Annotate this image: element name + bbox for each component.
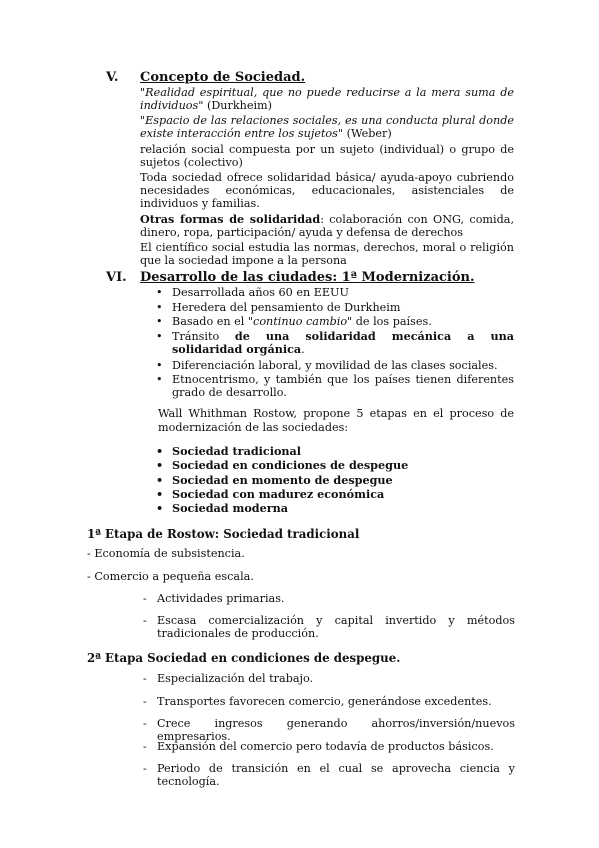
bullet-icon: • [156,301,163,314]
text-fragment: Basado en el [172,315,248,328]
dash-icon: - [143,762,147,775]
stage-text: Sociedad moderna [172,501,289,515]
stage-1-heading: 1ª Etapa de Rostow: Sociedad tradicional [87,527,360,541]
bullet-text: Heredera del pensamiento de Durkheim [172,301,401,314]
text-fragment: Tránsito [172,330,235,343]
quote-weber [140,115,514,141]
paragraph-otras-formas [140,213,514,240]
sub-text: Periodo de transición en el cual se aprovecha ciencia y tecnología. [157,762,515,788]
section-number: VI. [106,270,127,285]
dash-icon: - [143,672,147,685]
bullet-text [172,330,514,356]
bullet-icon: • [156,330,163,343]
sub-text: Expansión del comercio pero todavía de productos básicos. [157,740,494,753]
quote-text: "Realidad espiritual, que no puede reducirse a la mera suma de individuos" [140,86,514,112]
stage-text: Sociedad con madurez económica [172,487,385,501]
sub-text: Escasa comercialización y capital invertido y métodos tradicionales de producción. [157,614,515,640]
paragraph-solidaridad: Toda sociedad ofrece solidaridad básica/ ayuda-apoyo cubriendo necesidades económicas, educacionales, asistenciales de individuos y familias. [140,171,514,210]
sub-text: Crece ingresos generando ahorros/inversión/nuevos empresarios. [157,717,515,743]
bullet-text [172,315,514,328]
text-fragment: . [301,343,305,356]
bold-term: de una solidaridad mecánica a una solidaridad orgánica [172,329,514,356]
bullet-icon: • [156,458,164,472]
dash-icon: - [143,740,147,753]
bullet-icon: • [156,286,163,299]
stage-text: Sociedad tradicional [172,444,302,458]
stage-text: Sociedad en momento de despegue [172,473,393,487]
dash-icon: - [143,717,147,730]
sub-text: Especialización del trabajo. [157,672,314,685]
sub-text: Actividades primarias. [157,592,285,605]
section-title: Desarrollo de las ciudades: 1ª Modernización. [140,270,475,285]
paragraph-relacion-social: relación social compuesta por un sujeto (individual) o grupo de sujetos (colectivo) [140,143,514,169]
bullet-icon: • [156,473,164,487]
bullet-icon: • [156,373,163,386]
bullet-text: Desarrollada años 60 en EEUU [172,286,349,299]
section-number: V. [106,70,119,85]
bullet-icon: • [156,315,163,328]
dash-icon: - [143,614,147,627]
bold-term: Otras formas de solidaridad [140,212,321,226]
quote-durkheim [140,87,514,113]
bullet-text: Etnocentrismo, y también que los países tienen diferentes grado de desarrollo. [172,373,514,399]
dash-icon: - [143,592,147,605]
section-title: Concepto de Sociedad. [140,70,306,85]
bullet-icon: • [156,444,164,458]
quote-author: (Durkheim) [203,98,273,112]
text-fragment: de los países. [352,315,432,328]
stage-2-heading: 2ª Etapa Sociedad en condiciones de despegue. [87,651,401,665]
bullet-icon: • [156,501,164,515]
quote-text: "Espacio de las relaciones sociales, es una conducta plural donde existe interacción entre los sujetos" [140,114,514,140]
rostow-intro: Wall Whithman Rostow, propone 5 etapas en el proceso de modernización de las sociedades: [158,407,514,434]
italic-term: "continuo cambio" [247,315,353,328]
paragraph-text: : colaboración con ONG, comida, dinero, ropa, participación/ ayuda y defensa de derechos [140,213,515,239]
dash-item: - Comercio a pequeña escala. [87,570,254,583]
bullet-text: Diferenciación laboral, y movilidad de las clases sociales. [172,359,498,372]
bullet-icon: • [156,487,164,501]
dash-icon: - [143,695,147,708]
quote-author: (Weber) [343,126,392,140]
sub-text: Transportes favorecen comercio, generándose excedentes. [157,695,492,708]
dash-item: - Economía de subsistencia. [87,547,245,560]
paragraph-cientifico-social: El científico social estudia las normas, derechos, moral o religión que la sociedad impone a la persona [140,241,514,267]
bullet-icon: • [156,359,163,372]
stage-text: Sociedad en condiciones de despegue [172,458,409,472]
